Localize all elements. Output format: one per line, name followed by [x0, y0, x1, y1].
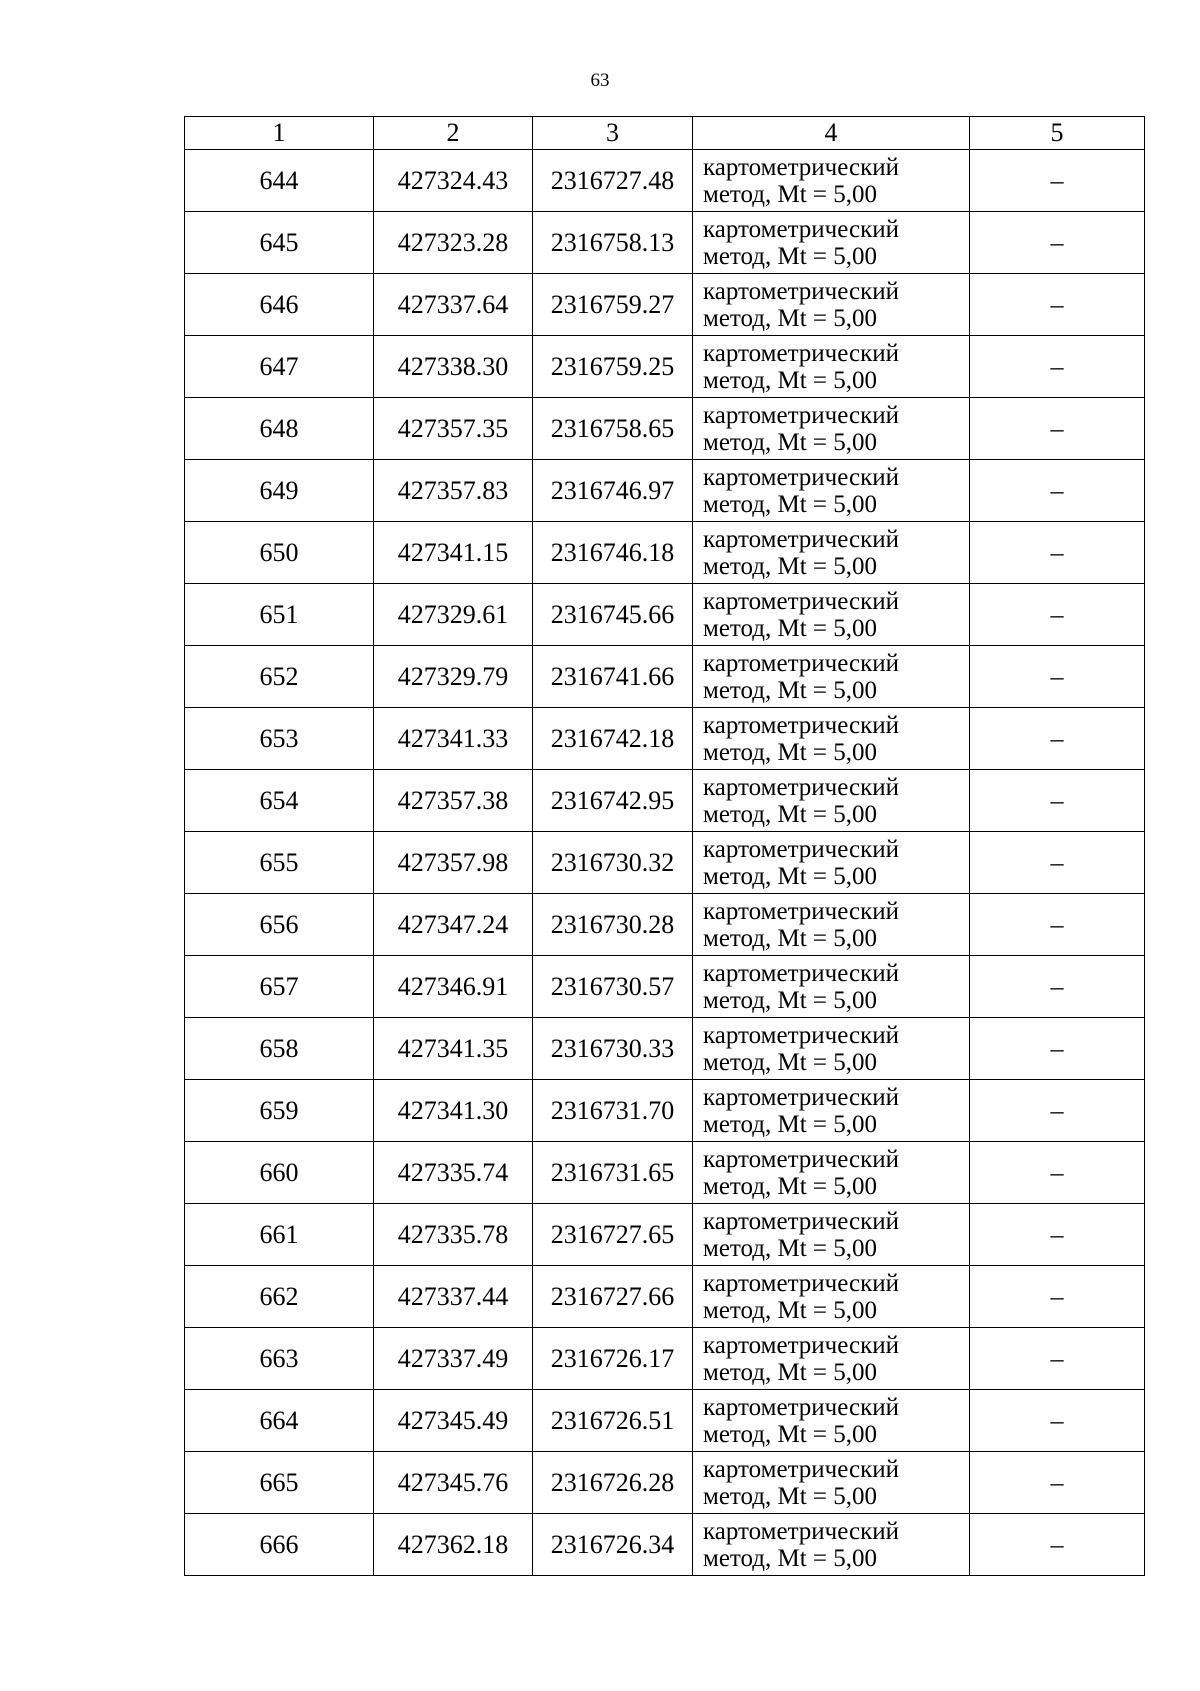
y-coordinate-cell: 2316727.66 — [533, 1266, 693, 1328]
coordinates-table — [184, 116, 1145, 1576]
table-row — [185, 212, 1145, 274]
point-number-cell: 649 — [185, 460, 374, 522]
method-cell — [693, 1328, 970, 1390]
table-row — [185, 770, 1145, 832]
method-cell — [693, 398, 970, 460]
method-cell — [693, 1142, 970, 1204]
method-line-2: метод, Mt = 5,00 — [703, 1482, 878, 1510]
y-coordinate-cell: 2316746.18 — [533, 522, 693, 584]
method-line-1: картометрический — [703, 1269, 899, 1297]
method-line-2: метод, Mt = 5,00 — [703, 490, 878, 518]
method-line-2: метод, Mt = 5,00 — [703, 1172, 878, 1200]
method-cell — [693, 584, 970, 646]
description-cell: – — [970, 1390, 1145, 1452]
method-line-1: картометрический — [703, 897, 899, 925]
table-row — [185, 1328, 1145, 1390]
method-line-2: метод, Mt = 5,00 — [703, 1544, 878, 1572]
description-cell: – — [970, 1328, 1145, 1390]
x-coordinate-cell: 427337.64 — [374, 274, 533, 336]
method-line-2: метод, Mt = 5,00 — [703, 304, 878, 332]
point-number-cell: 666 — [185, 1514, 374, 1576]
x-coordinate-cell: 427338.30 — [374, 336, 533, 398]
y-coordinate-cell: 2316758.65 — [533, 398, 693, 460]
point-number-cell: 647 — [185, 336, 374, 398]
x-coordinate-cell: 427347.24 — [374, 894, 533, 956]
description-cell: – — [970, 770, 1145, 832]
method-cell — [693, 1390, 970, 1452]
method-line-1: картометрический — [703, 773, 899, 801]
x-coordinate-cell: 427362.18 — [374, 1514, 533, 1576]
x-coordinate-cell: 427341.15 — [374, 522, 533, 584]
point-number-cell: 665 — [185, 1452, 374, 1514]
x-coordinate-cell: 427357.38 — [374, 770, 533, 832]
method-line-1: картометрический — [703, 1145, 899, 1173]
y-coordinate-cell: 2316731.65 — [533, 1142, 693, 1204]
method-line-2: метод, Mt = 5,00 — [703, 676, 878, 704]
method-line-1: картометрический — [703, 959, 899, 987]
method-cell — [693, 1452, 970, 1514]
method-cell — [693, 212, 970, 274]
point-number-cell: 659 — [185, 1080, 374, 1142]
description-cell: – — [970, 1018, 1145, 1080]
method-cell — [693, 460, 970, 522]
point-number-cell: 652 — [185, 646, 374, 708]
method-line-1: картометрический — [703, 339, 899, 367]
method-line-1: картометрический — [703, 1021, 899, 1049]
x-coordinate-cell: 427335.74 — [374, 1142, 533, 1204]
method-line-2: метод, Mt = 5,00 — [703, 1358, 878, 1386]
x-coordinate-cell: 427345.49 — [374, 1390, 533, 1452]
x-coordinate-cell: 427346.91 — [374, 956, 533, 1018]
method-line-1: картометрический — [703, 1207, 899, 1235]
description-cell: – — [970, 956, 1145, 1018]
description-cell: – — [970, 832, 1145, 894]
method-line-1: картометрический — [703, 1455, 899, 1483]
column-header: 4 — [693, 117, 970, 150]
description-cell: – — [970, 336, 1145, 398]
description-cell: – — [970, 398, 1145, 460]
x-coordinate-cell: 427337.49 — [374, 1328, 533, 1390]
y-coordinate-cell: 2316742.95 — [533, 770, 693, 832]
description-cell: – — [970, 1452, 1145, 1514]
table-row — [185, 1018, 1145, 1080]
method-line-1: картометрический — [703, 153, 899, 181]
table-row — [185, 646, 1145, 708]
table-row — [185, 1452, 1145, 1514]
point-number-cell: 662 — [185, 1266, 374, 1328]
point-number-cell: 658 — [185, 1018, 374, 1080]
table-row — [185, 1080, 1145, 1142]
x-coordinate-cell: 427357.35 — [374, 398, 533, 460]
method-cell — [693, 1018, 970, 1080]
description-cell: – — [970, 274, 1145, 336]
table-row — [185, 274, 1145, 336]
point-number-cell: 660 — [185, 1142, 374, 1204]
description-cell: – — [970, 1514, 1145, 1576]
description-cell: – — [970, 646, 1145, 708]
y-coordinate-cell: 2316742.18 — [533, 708, 693, 770]
table-row — [185, 894, 1145, 956]
method-cell — [693, 1080, 970, 1142]
y-coordinate-cell: 2316741.66 — [533, 646, 693, 708]
point-number-cell: 644 — [185, 150, 374, 212]
method-line-2: метод, Mt = 5,00 — [703, 428, 878, 456]
x-coordinate-cell: 427341.33 — [374, 708, 533, 770]
column-header: 5 — [970, 117, 1145, 150]
x-coordinate-cell: 427337.44 — [374, 1266, 533, 1328]
table-row — [185, 522, 1145, 584]
point-number-cell: 657 — [185, 956, 374, 1018]
description-cell: – — [970, 708, 1145, 770]
x-coordinate-cell: 427341.35 — [374, 1018, 533, 1080]
y-coordinate-cell: 2316730.28 — [533, 894, 693, 956]
x-coordinate-cell: 427341.30 — [374, 1080, 533, 1142]
description-cell: – — [970, 1266, 1145, 1328]
method-line-1: картометрический — [703, 1083, 899, 1111]
description-cell: – — [970, 1204, 1145, 1266]
description-cell: – — [970, 1080, 1145, 1142]
point-number-cell: 646 — [185, 274, 374, 336]
method-line-1: картометрический — [703, 1393, 899, 1421]
table-row — [185, 398, 1145, 460]
method-line-2: метод, Mt = 5,00 — [703, 366, 878, 394]
method-line-2: метод, Mt = 5,00 — [703, 1048, 878, 1076]
method-line-2: метод, Mt = 5,00 — [703, 738, 878, 766]
column-header: 1 — [185, 117, 374, 150]
table-row — [185, 460, 1145, 522]
y-coordinate-cell: 2316727.48 — [533, 150, 693, 212]
x-coordinate-cell: 427335.78 — [374, 1204, 533, 1266]
method-line-1: картометрический — [703, 587, 899, 615]
description-cell: – — [970, 460, 1145, 522]
table-row — [185, 956, 1145, 1018]
table-row — [185, 1390, 1145, 1452]
method-line-1: картометрический — [703, 277, 899, 305]
y-coordinate-cell: 2316726.28 — [533, 1452, 693, 1514]
point-number-cell: 651 — [185, 584, 374, 646]
x-coordinate-cell: 427357.98 — [374, 832, 533, 894]
x-coordinate-cell: 427329.79 — [374, 646, 533, 708]
x-coordinate-cell: 427324.43 — [374, 150, 533, 212]
point-number-cell: 645 — [185, 212, 374, 274]
method-cell — [693, 770, 970, 832]
point-number-cell: 663 — [185, 1328, 374, 1390]
method-line-2: метод, Mt = 5,00 — [703, 1296, 878, 1324]
y-coordinate-cell: 2316759.27 — [533, 274, 693, 336]
method-line-2: метод, Mt = 5,00 — [703, 552, 878, 580]
table-row — [185, 150, 1145, 212]
method-cell — [693, 708, 970, 770]
description-cell: – — [970, 894, 1145, 956]
y-coordinate-cell: 2316727.65 — [533, 1204, 693, 1266]
table-row — [185, 1514, 1145, 1576]
table-row — [185, 1142, 1145, 1204]
method-cell — [693, 336, 970, 398]
method-cell — [693, 1266, 970, 1328]
table-row — [185, 708, 1145, 770]
y-coordinate-cell: 2316746.97 — [533, 460, 693, 522]
description-cell: – — [970, 584, 1145, 646]
y-coordinate-cell: 2316731.70 — [533, 1080, 693, 1142]
y-coordinate-cell: 2316726.34 — [533, 1514, 693, 1576]
description-cell: – — [970, 150, 1145, 212]
y-coordinate-cell: 2316730.57 — [533, 956, 693, 1018]
point-number-cell: 655 — [185, 832, 374, 894]
method-line-2: метод, Mt = 5,00 — [703, 986, 878, 1014]
description-cell: – — [970, 212, 1145, 274]
table-row — [185, 336, 1145, 398]
y-coordinate-cell: 2316726.17 — [533, 1328, 693, 1390]
y-coordinate-cell: 2316745.66 — [533, 584, 693, 646]
method-line-1: картометрический — [703, 711, 899, 739]
method-line-2: метод, Mt = 5,00 — [703, 862, 878, 890]
method-line-2: метод, Mt = 5,00 — [703, 1234, 878, 1262]
method-cell — [693, 1204, 970, 1266]
table-row — [185, 832, 1145, 894]
method-line-1: картометрический — [703, 1517, 899, 1545]
x-coordinate-cell: 427329.61 — [374, 584, 533, 646]
method-cell — [693, 956, 970, 1018]
point-number-cell: 650 — [185, 522, 374, 584]
y-coordinate-cell: 2316730.32 — [533, 832, 693, 894]
point-number-cell: 648 — [185, 398, 374, 460]
x-coordinate-cell: 427357.83 — [374, 460, 533, 522]
point-number-cell: 661 — [185, 1204, 374, 1266]
method-line-1: картометрический — [703, 401, 899, 429]
method-cell — [693, 274, 970, 336]
method-line-2: метод, Mt = 5,00 — [703, 924, 878, 952]
table-body — [185, 150, 1145, 1576]
method-line-2: метод, Mt = 5,00 — [703, 180, 878, 208]
point-number-cell: 656 — [185, 894, 374, 956]
method-cell — [693, 894, 970, 956]
y-coordinate-cell: 2316759.25 — [533, 336, 693, 398]
method-cell — [693, 1514, 970, 1576]
x-coordinate-cell: 427323.28 — [374, 212, 533, 274]
method-cell — [693, 522, 970, 584]
table-header-row — [185, 117, 1145, 150]
method-line-1: картометрический — [703, 1331, 899, 1359]
method-cell — [693, 646, 970, 708]
y-coordinate-cell: 2316730.33 — [533, 1018, 693, 1080]
y-coordinate-cell: 2316758.13 — [533, 212, 693, 274]
description-cell: – — [970, 522, 1145, 584]
description-cell: – — [970, 1142, 1145, 1204]
table-row — [185, 584, 1145, 646]
column-header: 2 — [374, 117, 533, 150]
x-coordinate-cell: 427345.76 — [374, 1452, 533, 1514]
method-line-2: метод, Mt = 5,00 — [703, 242, 878, 270]
page-number: 63 — [590, 70, 610, 91]
table-row — [185, 1266, 1145, 1328]
method-line-1: картометрический — [703, 835, 899, 863]
method-line-2: метод, Mt = 5,00 — [703, 800, 878, 828]
point-number-cell: 664 — [185, 1390, 374, 1452]
method-cell — [693, 150, 970, 212]
method-line-1: картометрический — [703, 463, 899, 491]
method-line-1: картометрический — [703, 215, 899, 243]
method-line-2: метод, Mt = 5,00 — [703, 614, 878, 642]
method-line-2: метод, Mt = 5,00 — [703, 1110, 878, 1138]
method-line-2: метод, Mt = 5,00 — [703, 1420, 878, 1448]
table-row — [185, 1204, 1145, 1266]
point-number-cell: 654 — [185, 770, 374, 832]
column-header: 3 — [533, 117, 693, 150]
y-coordinate-cell: 2316726.51 — [533, 1390, 693, 1452]
point-number-cell: 653 — [185, 708, 374, 770]
method-line-1: картометрический — [703, 525, 899, 553]
method-line-1: картометрический — [703, 649, 899, 677]
method-cell — [693, 832, 970, 894]
